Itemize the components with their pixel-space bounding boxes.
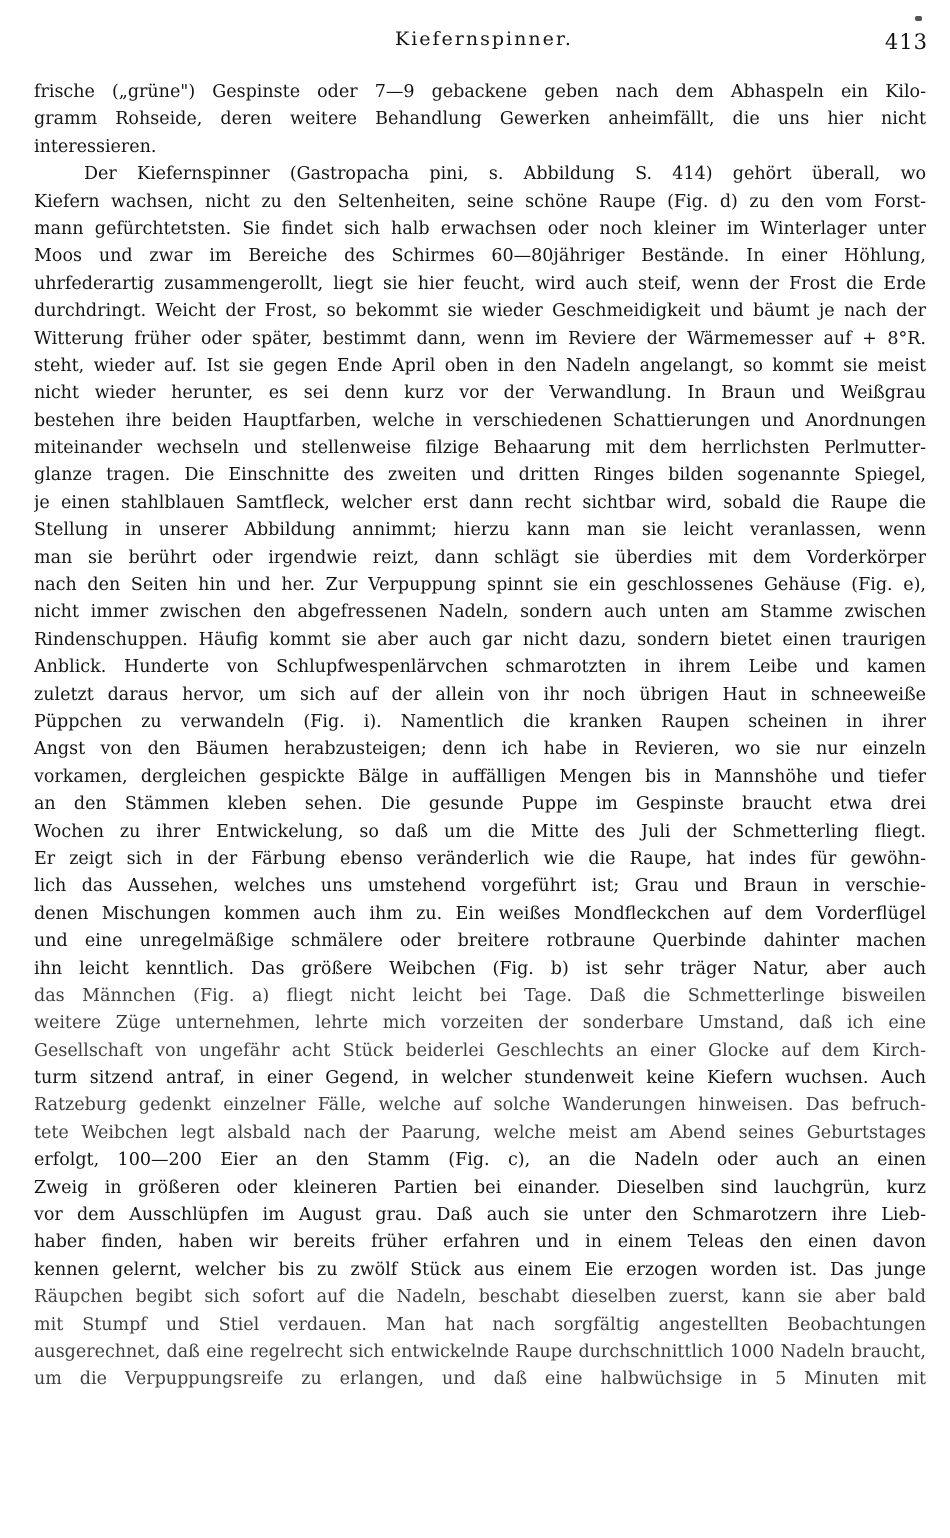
text-line: denen Mischungen kommen auch ihm zu. Ein weißes Mondfleckchen auf dem Vorderflügel bbox=[34, 903, 926, 924]
text-line: vorkamen, dergleichen gespickte Bälge in auffälligen Mengen bis in Mannshöhe und tiefer bbox=[34, 766, 926, 787]
text-line: Püppchen zu verwandeln (Fig. i). Namentlich die kranken Raupen scheinen in ihrer bbox=[34, 711, 926, 732]
text-line: uhrfederartig zusammengerollt, liegt sie hier feucht, wird auch steif, wenn der Frost die Erde bbox=[34, 273, 926, 294]
text-line: glanze tragen. Die Einschnitte des zweiten und dritten Ringes bilden sogenannte Spiegel, bbox=[34, 465, 926, 486]
text-line: steht, wieder auf. Ist sie gegen Ende April oben in den Nadeln angelangt, so kommt sie meist bbox=[34, 355, 926, 376]
paragraph-start-line: Der Kiefernspinner (Gastropacha pini, s. Abbildung S. 414) gehört überall, wo bbox=[84, 164, 926, 185]
text-line: und eine unregelmäßige schmälere oder breitere rotbraune Querbinde dahinter machen bbox=[34, 931, 926, 952]
text-line: erfolgt, 100—200 Eier an den Stamm (Fig. c), an die Nadeln oder auch an einen bbox=[34, 1150, 926, 1171]
text-line: Moos und zwar im Bereiche des Schirmes 60—80jähriger Bestände. In einer Höhlung, bbox=[34, 246, 926, 267]
text-line: Er zeigt sich in der Färbung ebenso veränderlich wie die Raupe, hat indes für gewöhn- bbox=[34, 848, 926, 869]
text-line: nicht wieder herunter, es sei denn kurz vor der Verwandlung. In Braun und Weißgrau bbox=[34, 383, 926, 404]
text-line: ihn leicht kenntlich. Das größere Weibchen (Fig. b) ist sehr träger Natur, aber auch bbox=[34, 958, 926, 979]
text-line: weitere Züge unternehmen, lehrte mich vorzeiten der sonderbare Umstand, daß ich eine bbox=[34, 1013, 926, 1034]
scan-speck bbox=[915, 16, 922, 21]
text-line: Angst von den Bäumen herabzusteigen; denn ich habe in Revieren, wo sie nur einzeln bbox=[34, 739, 926, 760]
text-line: je einen stahlblauen Samtfleck, welcher erst dann recht sichtbar wird, sobald die Raupe die bbox=[34, 492, 926, 513]
text-line: mann gefürchtetsten. Sie findet sich halb erwachsen oder noch kleiner im Winterlager unter bbox=[34, 218, 926, 239]
text-line: Wochen zu ihrer Entwickelung, so daß um die Mitte des Juli der Schmetterling fliegt. bbox=[34, 821, 926, 842]
text-line: ausgerechnet, daß eine regelrecht sich entwickelnde Raupe durchschnittlich 1000 Nadeln braucht, bbox=[34, 1341, 926, 1362]
text-line: das Männchen (Fig. a) fliegt nicht leicht bei Tage. Daß die Schmetterlinge bisweilen bbox=[34, 985, 926, 1006]
text-line: Witterung früher oder später, bestimmt dann, wenn im Reviere der Wärmemesser auf + 8°R. bbox=[34, 328, 926, 349]
text-line: vor dem Ausschlüpfen im August grau. Daß auch sie unter den Schmarotzern ihre Lieb- bbox=[34, 1205, 926, 1226]
text-line: Anblick. Hunderte von Schlupfwespenlärvchen schmarotzten in ihrem Leibe und kamen bbox=[34, 657, 926, 678]
text-line: an den Stämmen kleben sehen. Die gesunde Puppe im Gespinste braucht etwa drei bbox=[34, 794, 926, 815]
text-line: Kiefern wachsen, nicht zu den Seltenheiten, seine schöne Raupe (Fig. d) zu den vom Forst- bbox=[34, 191, 926, 212]
text-line: bestehen ihre beiden Hauptfarben, welche in verschiedenen Schattierungen und Anordnungen bbox=[34, 410, 926, 431]
text-line: interessieren. bbox=[34, 136, 157, 157]
text-line: man sie berührt oder irgendwie reizt, dann schlägt sie überdies mit dem Vorderkörper bbox=[34, 547, 926, 568]
text-line: gramm Rohseide, deren weitere Behandlung Gewerken anheimfällt, die uns hier nicht bbox=[34, 109, 926, 130]
text-line: kennen gelernt, welcher bis zu zwölf Stück aus einem Eie erzogen worden ist. Das junge bbox=[34, 1259, 926, 1280]
text-line: um die Verpuppungsreife zu erlangen, und daß eine halbwüchsige in 5 Minuten mit bbox=[34, 1369, 926, 1390]
text-line: Stellung in unserer Abbildung annimmt; hierzu kann man sie leicht veranlassen, wenn bbox=[34, 520, 926, 541]
text-line: zuletzt daraus hervor, um sich auf der allein von ihr noch übrigen Haut in schneeweiße bbox=[34, 684, 926, 705]
text-line: turm sitzend antraf, in einer Gegend, in welcher stundenweit keine Kiefern wuchsen. Auch bbox=[34, 1068, 926, 1089]
text-line: haber finden, haben wir bereits früher erfahren und in einem Teleas den einen davon bbox=[34, 1232, 926, 1253]
text-line: Ratzeburg gedenkt einzelner Fälle, welche auf solche Wanderungen hinweisen. Das befruch- bbox=[34, 1095, 926, 1116]
text-line: nicht immer zwischen den abgefressenen Nadeln, sondern auch unten am Stamme zwischen bbox=[34, 602, 926, 623]
text-line: lich das Aussehen, welches uns umstehend vorgeführt ist; Grau und Braun in verschie- bbox=[34, 876, 926, 897]
text-line: Gesellschaft von ungefähr acht Stück beiderlei Geschlechts an einer Glocke auf dem Kirch- bbox=[34, 1040, 926, 1061]
running-head: Kiefernspinner. bbox=[395, 28, 573, 50]
text-line: mit Stumpf und Stiel verdauen. Man hat nach sorgfältig angestellten Beobachtungen bbox=[34, 1314, 926, 1335]
text-line: tete Weibchen legt alsbald nach der Paarung, welche meist am Abend seines Geburtstages bbox=[34, 1122, 926, 1143]
text-line: frische („grüne") Gespinste oder 7—9 gebackene geben nach dem Abhaspeln ein Kilo- bbox=[34, 82, 926, 102]
text-line: Räupchen begibt sich sofort auf die Nadeln, beschabt dieselben zuerst, kann sie aber bald bbox=[34, 1287, 926, 1308]
text-line: nach den Seiten hin und her. Zur Verpuppung spinnt sie ein geschlossenes Gehäuse (Fig. e), bbox=[34, 575, 926, 596]
text-line: miteinander wechseln und stellenweise filzige Behaarung mit dem herrlichsten Perlmutter- bbox=[34, 438, 926, 459]
body-text bbox=[34, 79, 926, 1394]
page-number: 413 bbox=[884, 30, 928, 54]
text-line: Rindenschuppen. Häufig kommt sie aber auch gar nicht dazu, sondern bietet einen traurigen bbox=[34, 629, 926, 650]
text-line: Zweig in größeren oder kleineren Partien bei einander. Dieselben sind lauchgrün, kurz bbox=[34, 1177, 926, 1198]
text-line: durchdringt. Weicht der Frost, so bekommt sie wieder Geschmeidigkeit und bäumt je nach der bbox=[34, 301, 926, 322]
